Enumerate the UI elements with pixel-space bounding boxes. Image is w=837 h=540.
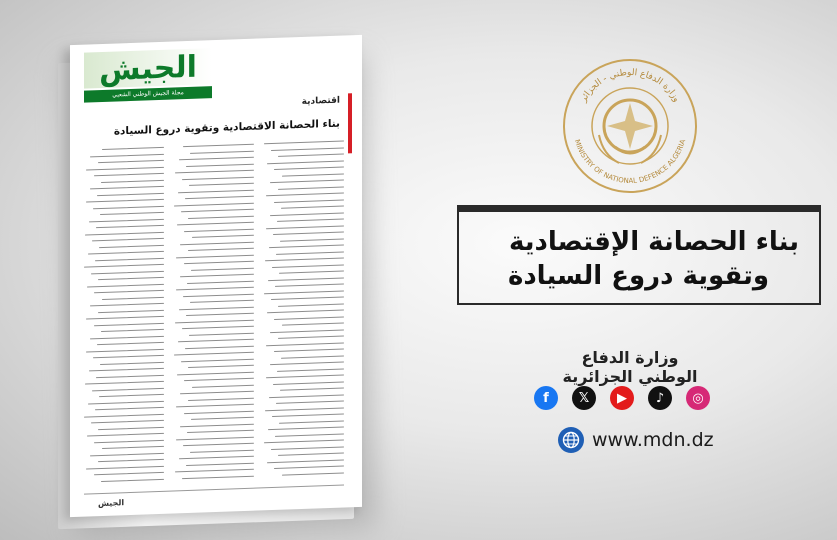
text-line xyxy=(85,381,164,385)
headline-frame xyxy=(457,205,821,305)
text-line xyxy=(176,436,254,440)
text-line xyxy=(177,222,254,226)
text-line xyxy=(100,212,164,216)
text-line xyxy=(102,296,164,299)
text-line xyxy=(88,400,164,404)
text-line xyxy=(282,173,344,176)
ministry-emblem xyxy=(559,55,701,197)
text-line xyxy=(279,271,344,275)
text-line xyxy=(84,264,164,268)
text-line xyxy=(278,336,344,340)
text-line xyxy=(278,303,344,307)
magazine-article-title: بناء الحصانة الاقتصادية وتقوية دروع السيادة xyxy=(113,117,340,138)
text-line xyxy=(184,410,254,414)
article-column xyxy=(264,141,344,477)
text-line xyxy=(180,241,254,245)
text-line xyxy=(184,261,254,265)
text-line xyxy=(174,202,254,206)
text-line xyxy=(89,218,164,222)
text-line xyxy=(98,277,164,281)
text-line xyxy=(272,414,344,418)
text-line xyxy=(101,478,164,482)
text-line xyxy=(186,163,254,167)
text-line xyxy=(184,228,254,232)
text-line xyxy=(189,332,254,336)
text-line xyxy=(178,339,254,343)
text-line xyxy=(98,459,164,463)
text-line xyxy=(264,440,344,444)
text-line xyxy=(87,433,164,437)
text-line xyxy=(264,141,344,145)
emblem-arabic-text: وزارة الدفاع الوطني - الجزائر xyxy=(578,67,682,104)
youtube-icon[interactable]: ▶ xyxy=(610,386,634,410)
text-line xyxy=(278,453,344,457)
text-line xyxy=(276,251,344,255)
text-line xyxy=(276,401,344,405)
text-line xyxy=(282,323,344,326)
text-line xyxy=(267,310,344,314)
text-line xyxy=(189,183,254,187)
headline-title xyxy=(479,225,799,293)
text-line xyxy=(96,225,164,229)
text-line xyxy=(94,472,164,476)
text-line xyxy=(179,456,254,460)
text-line xyxy=(182,176,254,180)
article-column xyxy=(174,144,254,480)
text-line xyxy=(180,391,254,395)
text-line xyxy=(267,160,344,164)
text-line xyxy=(95,257,164,261)
magazine-cover xyxy=(70,35,362,517)
text-line xyxy=(180,274,254,278)
text-line xyxy=(185,345,254,349)
website-url: www.mdn.dz xyxy=(592,429,714,451)
text-line xyxy=(188,397,254,401)
text-line xyxy=(91,420,164,424)
text-line xyxy=(281,206,344,210)
text-line xyxy=(192,235,254,238)
text-line xyxy=(270,329,344,333)
text-line xyxy=(99,394,164,398)
text-line xyxy=(273,381,344,385)
text-line xyxy=(86,166,164,170)
text-line xyxy=(274,466,344,470)
text-line xyxy=(177,371,254,375)
text-line xyxy=(187,280,254,284)
text-line xyxy=(183,443,254,447)
website-link[interactable] xyxy=(558,427,714,453)
text-line xyxy=(101,329,164,333)
text-line xyxy=(277,219,344,223)
text-line xyxy=(98,309,164,313)
magazine-footer-rule xyxy=(84,485,344,495)
social-links xyxy=(534,386,710,410)
text-line xyxy=(89,368,164,372)
text-line xyxy=(185,196,254,200)
tiktok-icon[interactable]: ♪ xyxy=(648,386,672,410)
text-line xyxy=(90,186,164,190)
text-line xyxy=(266,225,344,229)
text-line xyxy=(269,394,344,398)
text-line xyxy=(92,387,164,391)
text-line xyxy=(268,427,344,431)
text-line xyxy=(279,420,344,424)
text-line xyxy=(91,270,164,274)
text-line xyxy=(274,199,344,203)
text-line xyxy=(94,290,164,294)
text-line xyxy=(86,465,164,469)
text-line xyxy=(96,374,164,378)
text-line xyxy=(176,254,254,258)
text-line xyxy=(270,362,344,366)
text-line xyxy=(190,300,254,304)
text-line xyxy=(274,167,344,171)
text-line xyxy=(187,430,254,434)
ministry-name: وزارة الدفاع الوطني الجزائرية xyxy=(562,348,698,386)
text-line xyxy=(94,322,164,326)
text-line xyxy=(281,355,344,359)
text-line xyxy=(174,352,254,356)
text-line xyxy=(190,150,254,154)
text-line xyxy=(280,388,344,392)
text-line xyxy=(97,192,164,196)
text-line xyxy=(186,313,254,317)
text-line xyxy=(99,244,164,248)
text-line xyxy=(98,160,164,164)
text-line xyxy=(264,290,344,294)
x-icon[interactable]: 𝕏 xyxy=(572,386,596,410)
text-line xyxy=(183,293,254,297)
text-line xyxy=(182,475,254,479)
text-line xyxy=(269,245,344,249)
text-line xyxy=(274,349,344,353)
text-line xyxy=(95,407,164,411)
text-line xyxy=(266,342,344,346)
magazine-logo: الجيش xyxy=(84,48,212,88)
text-line xyxy=(98,426,164,430)
text-line xyxy=(176,404,254,408)
text-line xyxy=(97,342,164,346)
text-line xyxy=(268,277,344,281)
text-line xyxy=(90,153,164,157)
magazine-tagline: مجلة الجيش الوطني الشعبي xyxy=(84,86,212,102)
text-line xyxy=(280,238,344,242)
text-line xyxy=(273,232,344,236)
text-line xyxy=(84,413,164,417)
text-line xyxy=(270,212,344,216)
facebook-icon[interactable]: f xyxy=(534,386,558,410)
text-line xyxy=(85,231,164,235)
text-line xyxy=(266,375,344,379)
text-line xyxy=(94,173,164,177)
text-line xyxy=(277,368,344,372)
text-line xyxy=(188,215,254,219)
emblem-english-text: MINISTRY OF NATIONAL DEFENCE ALGERIA xyxy=(572,138,688,186)
text-line xyxy=(265,258,344,262)
text-line xyxy=(190,449,254,453)
headline-line-2: وتقوية دروع السيادة xyxy=(507,261,769,291)
text-line xyxy=(90,303,164,307)
text-line xyxy=(191,267,254,271)
section-marker xyxy=(348,93,352,153)
article-body-columns xyxy=(84,141,344,483)
text-line xyxy=(86,348,164,352)
text-line xyxy=(179,157,254,161)
text-line xyxy=(271,446,344,450)
text-line xyxy=(183,144,254,148)
text-line xyxy=(271,147,344,151)
text-line xyxy=(274,316,344,320)
text-line xyxy=(270,180,344,184)
magazine-masthead xyxy=(82,48,212,105)
text-line xyxy=(282,472,344,475)
article-column xyxy=(84,147,164,483)
text-line xyxy=(275,433,344,437)
text-line xyxy=(180,423,254,427)
text-line xyxy=(90,335,164,339)
text-line xyxy=(101,179,164,183)
text-line xyxy=(102,446,164,449)
globe-icon xyxy=(558,427,584,453)
text-line xyxy=(275,284,344,288)
text-line xyxy=(87,283,164,287)
text-line xyxy=(271,297,344,301)
text-line xyxy=(278,154,344,158)
text-line xyxy=(175,469,254,473)
text-line xyxy=(176,287,254,291)
text-line xyxy=(186,462,254,466)
text-line xyxy=(191,417,254,421)
text-line xyxy=(188,365,254,369)
text-line xyxy=(181,209,254,213)
text-line xyxy=(182,326,254,330)
text-line xyxy=(94,439,164,443)
text-line xyxy=(265,407,344,411)
text-line xyxy=(179,306,254,310)
magazine-section-label: اقتصادية xyxy=(301,95,340,108)
text-line xyxy=(88,251,164,255)
text-line xyxy=(86,316,164,320)
text-line xyxy=(267,459,344,463)
text-line xyxy=(178,189,254,193)
text-line xyxy=(175,319,254,323)
text-line xyxy=(90,452,164,456)
text-line xyxy=(192,384,254,387)
instagram-icon[interactable]: ◎ xyxy=(686,386,710,410)
text-line xyxy=(102,147,164,150)
magazine-footer: الجيش xyxy=(98,498,125,509)
text-line xyxy=(92,238,164,242)
text-line xyxy=(86,199,164,203)
text-line xyxy=(278,186,344,190)
text-line xyxy=(93,205,164,209)
text-line xyxy=(93,355,164,359)
text-line xyxy=(184,378,254,382)
text-line xyxy=(181,358,254,362)
text-line xyxy=(175,170,254,174)
text-line xyxy=(100,361,164,365)
text-line xyxy=(266,193,344,197)
headline-line-1: بناء الحصانة الإقتصادية xyxy=(508,227,799,257)
text-line xyxy=(188,248,254,252)
text-line xyxy=(272,264,344,268)
